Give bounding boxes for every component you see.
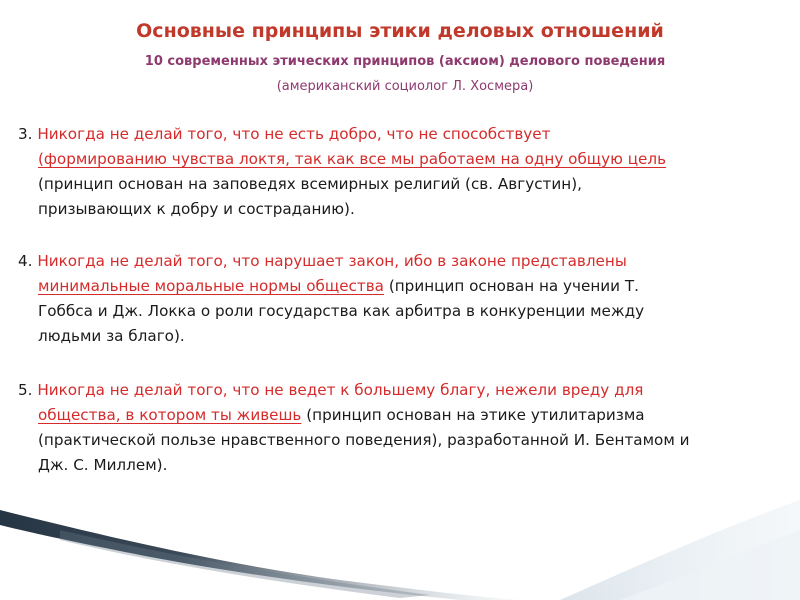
principle-plain-text: призывающих к добру и состраданию). — [38, 200, 355, 218]
principle-red-text: Никогда не делай того, что нарушает закон, ибо в законе представлены — [37, 252, 627, 270]
decorative-swoosh — [0, 440, 800, 600]
principle-plain-text: (принцип основан на учении Т. — [384, 277, 639, 295]
principle-line — [18, 147, 800, 172]
principle-red-text: минимальные моральные нормы общества — [38, 277, 384, 295]
principle-line — [18, 122, 800, 147]
slide-title: Основные принципы этики деловых отношений — [136, 20, 664, 42]
principle-line — [18, 299, 800, 324]
principle-line — [18, 403, 800, 428]
subtitle-number: 10 — [144, 54, 163, 69]
principle-plain-text: (принцип основан на заповедях всемирных религий (св. Августин), — [38, 175, 582, 193]
principle-line — [18, 249, 800, 274]
principle-3 — [18, 122, 800, 222]
principle-red-text: Никогда не делай того, что не есть добро, что не способствует — [37, 125, 551, 143]
principle-number: 3. — [18, 125, 38, 143]
principle-4 — [18, 249, 800, 349]
swoosh-dark — [0, 510, 520, 600]
principle-number: 5. — [18, 381, 38, 399]
principle-red-text: Никогда не делай того, что не ведет к большему благу, нежели вреду для — [37, 381, 644, 399]
principle-line — [18, 274, 800, 299]
principle-line — [18, 197, 800, 222]
principle-red-text: общества, в котором ты живешь — [38, 406, 302, 424]
principle-line — [18, 378, 800, 403]
principle-plain-text: Гоббса и Дж. Локка о роли государства как арбитра в конкуренции между — [38, 302, 645, 320]
principle-line — [18, 172, 800, 197]
principle-plain-text: Дж. С. Миллем). — [38, 456, 168, 474]
subtitle-text: современных этических принципов (аксиом) делового поведения — [167, 54, 666, 69]
principle-plain-text: (принцип основан на этике утилитаризма — [301, 406, 645, 424]
principle-plain-text: людьми за благо). — [38, 327, 185, 345]
principle-line — [18, 324, 800, 349]
principle-number: 4. — [18, 252, 38, 270]
slide-attribution: (американский социолог Л. Хосмера) — [276, 79, 534, 94]
principle-plain-text: (практической пользе нравственного поведения), разработанной И. Бентамом и — [38, 431, 690, 449]
principle-red-text: (формированию чувства локтя, так как все мы работаем на одну общую цель — [38, 150, 667, 168]
slide-subtitle — [0, 54, 800, 69]
